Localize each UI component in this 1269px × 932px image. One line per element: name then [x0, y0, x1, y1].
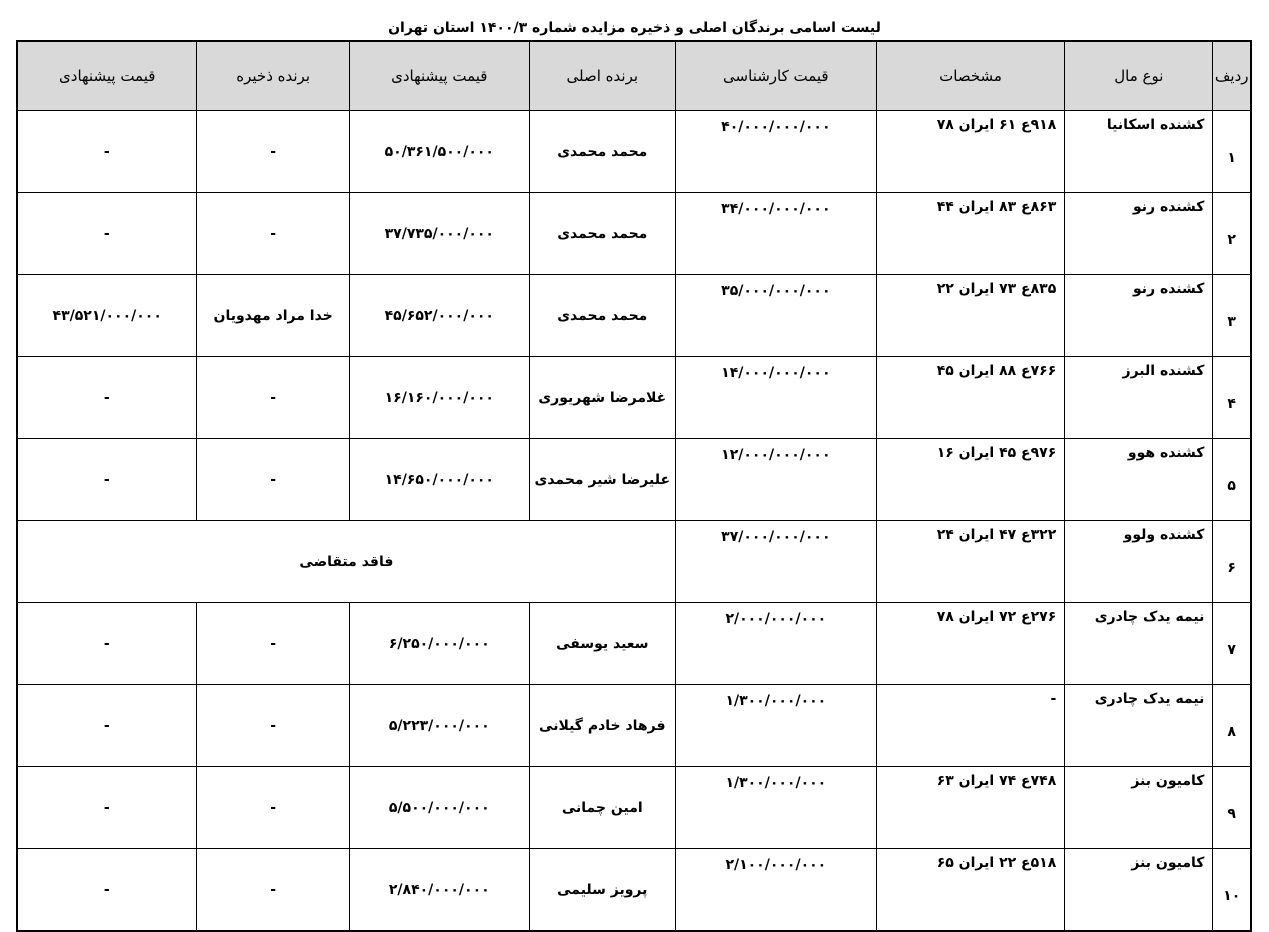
offer-price-cell: ۲/۸۴۰/۰۰۰/۰۰۰ — [349, 849, 529, 932]
reserve-offer-price-cell: - — [17, 603, 197, 685]
item-type-cell: کشنده اسکانیا — [1065, 111, 1213, 193]
row-index-cell: ۸ — [1213, 685, 1251, 767]
specs-cell: ۷۴۸ع ۷۴ ایران ۶۳ — [876, 767, 1064, 849]
expert-price-cell: ۳۷/۰۰۰/۰۰۰/۰۰۰ — [675, 521, 876, 603]
main-winner-cell: محمد محمدی — [529, 193, 675, 275]
reserve-winner-cell: - — [197, 767, 349, 849]
offer-price-cell: ۶/۲۵۰/۰۰۰/۰۰۰ — [349, 603, 529, 685]
specs-cell: - — [876, 685, 1064, 767]
offer-price-cell: ۱۶/۱۶۰/۰۰۰/۰۰۰ — [349, 357, 529, 439]
reserve-offer-price-cell: - — [17, 849, 197, 932]
reserve-offer-price-cell: - — [17, 767, 197, 849]
item-type-cell: کامیون بنز — [1065, 849, 1213, 932]
expert-price-cell: ۱/۳۰۰/۰۰۰/۰۰۰ — [675, 685, 876, 767]
reserve-offer-price-cell: - — [17, 439, 197, 521]
expert-price-cell: ۳۴/۰۰۰/۰۰۰/۰۰۰ — [675, 193, 876, 275]
reserve-offer-price-cell: - — [17, 357, 197, 439]
row-index-cell: ۷ — [1213, 603, 1251, 685]
reserve-winner-cell: - — [197, 111, 349, 193]
row-index-cell: ۳ — [1213, 275, 1251, 357]
row-index-cell: ۶ — [1213, 521, 1251, 603]
reserve-offer-price-cell: ۴۳/۵۲۱/۰۰۰/۰۰۰ — [17, 275, 197, 357]
expert-price-cell: ۴۰/۰۰۰/۰۰۰/۰۰۰ — [675, 111, 876, 193]
reserve-offer-price-cell: - — [17, 193, 197, 275]
expert-price-cell: ۲/۰۰۰/۰۰۰/۰۰۰ — [675, 603, 876, 685]
offer-price-cell: ۵۰/۳۶۱/۵۰۰/۰۰۰ — [349, 111, 529, 193]
expert-price-cell: ۱/۳۰۰/۰۰۰/۰۰۰ — [675, 767, 876, 849]
specs-cell: ۸۶۳ع ۸۳ ایران ۴۴ — [876, 193, 1064, 275]
item-type-cell: کشنده هوو — [1065, 439, 1213, 521]
specs-cell: ۷۶۶ع ۸۸ ایران ۴۵ — [876, 357, 1064, 439]
offer-price-cell: ۱۴/۶۵۰/۰۰۰/۰۰۰ — [349, 439, 529, 521]
header-expert-price: قیمت کارشناسی — [675, 41, 876, 111]
item-type-cell: نیمه یدک چادری — [1065, 603, 1213, 685]
table-row — [17, 111, 1251, 193]
table-row — [17, 849, 1251, 932]
header-row-index: ردیف — [1213, 41, 1251, 111]
reserve-winner-cell: - — [197, 439, 349, 521]
expert-price-cell: ۱۴/۰۰۰/۰۰۰/۰۰۰ — [675, 357, 876, 439]
offer-price-cell: ۵/۲۲۳/۰۰۰/۰۰۰ — [349, 685, 529, 767]
row-index-cell: ۲ — [1213, 193, 1251, 275]
offer-price-cell: ۳۷/۷۳۵/۰۰۰/۰۰۰ — [349, 193, 529, 275]
table-row — [17, 193, 1251, 275]
header-specs: مشخصات — [876, 41, 1064, 111]
offer-price-cell: ۴۵/۶۵۲/۰۰۰/۰۰۰ — [349, 275, 529, 357]
expert-price-cell: ۱۲/۰۰۰/۰۰۰/۰۰۰ — [675, 439, 876, 521]
reserve-winner-cell: خدا مراد مهدویان — [197, 275, 349, 357]
specs-cell: ۸۳۵ع ۷۳ ایران ۲۲ — [876, 275, 1064, 357]
main-winner-cell: سعید یوسفی — [529, 603, 675, 685]
table-row — [17, 275, 1251, 357]
expert-price-cell: ۳۵/۰۰۰/۰۰۰/۰۰۰ — [675, 275, 876, 357]
row-index-cell: ۹ — [1213, 767, 1251, 849]
row-index-cell: ۱ — [1213, 111, 1251, 193]
main-winner-cell: فرهاد خادم گیلانی — [529, 685, 675, 767]
specs-cell: ۳۲۲ع ۴۷ ایران ۲۴ — [876, 521, 1064, 603]
table-body — [17, 111, 1251, 932]
header-item-type: نوع مال — [1065, 41, 1213, 111]
reserve-winner-cell: - — [197, 603, 349, 685]
table-row — [17, 439, 1251, 521]
reserve-winner-cell: - — [197, 357, 349, 439]
row-index-cell: ۵ — [1213, 439, 1251, 521]
header-reserve-offer-price: قیمت پیشنهادی — [17, 41, 197, 111]
auction-winners-table — [16, 40, 1252, 932]
expert-price-cell: ۲/۱۰۰/۰۰۰/۰۰۰ — [675, 849, 876, 932]
row-index-cell: ۱۰ — [1213, 849, 1251, 932]
row-index-cell: ۴ — [1213, 357, 1251, 439]
reserve-winner-cell: - — [197, 193, 349, 275]
reserve-winner-cell: - — [197, 849, 349, 932]
table-row — [17, 603, 1251, 685]
page-title: لیست اسامی برندگان اصلی و ذخیره مزایده شماره ۱۴۰۰/۳ استان تهران — [388, 20, 881, 36]
header-offer-price: قیمت پیشنهادی — [349, 41, 529, 111]
specs-cell: ۹۱۸ع ۶۱ ایران ۷۸ — [876, 111, 1064, 193]
reserve-winner-cell: - — [197, 685, 349, 767]
item-type-cell: کشنده البرز — [1065, 357, 1213, 439]
specs-cell: ۵۱۸ع ۲۲ ایران ۶۵ — [876, 849, 1064, 932]
main-winner-cell: محمد محمدی — [529, 275, 675, 357]
header-row — [17, 41, 1251, 111]
main-winner-cell: پرویز سلیمی — [529, 849, 675, 932]
no-bidder-cell: فاقد متقاضی — [17, 521, 675, 603]
item-type-cell: کشنده رنو — [1065, 275, 1213, 357]
item-type-cell: کشنده ولوو — [1065, 521, 1213, 603]
item-type-cell: کامیون بنز — [1065, 767, 1213, 849]
table-row — [17, 357, 1251, 439]
main-winner-cell: امین چمانی — [529, 767, 675, 849]
specs-cell: ۹۷۶ع ۴۵ ایران ۱۶ — [876, 439, 1064, 521]
table-row — [17, 685, 1251, 767]
reserve-offer-price-cell: - — [17, 685, 197, 767]
table-row — [17, 521, 1251, 603]
header-reserve-winner: برنده ذخیره — [197, 41, 349, 111]
specs-cell: ۲۷۶ع ۷۲ ایران ۷۸ — [876, 603, 1064, 685]
reserve-offer-price-cell: - — [17, 111, 197, 193]
main-winner-cell: غلامرضا شهریوری — [529, 357, 675, 439]
item-type-cell: نیمه یدک چادری — [1065, 685, 1213, 767]
offer-price-cell: ۵/۵۰۰/۰۰۰/۰۰۰ — [349, 767, 529, 849]
table-row — [17, 767, 1251, 849]
header-main-winner: برنده اصلی — [529, 41, 675, 111]
main-winner-cell: علیرضا شیر محمدی — [529, 439, 675, 521]
main-winner-cell: محمد محمدی — [529, 111, 675, 193]
item-type-cell: کشنده رنو — [1065, 193, 1213, 275]
